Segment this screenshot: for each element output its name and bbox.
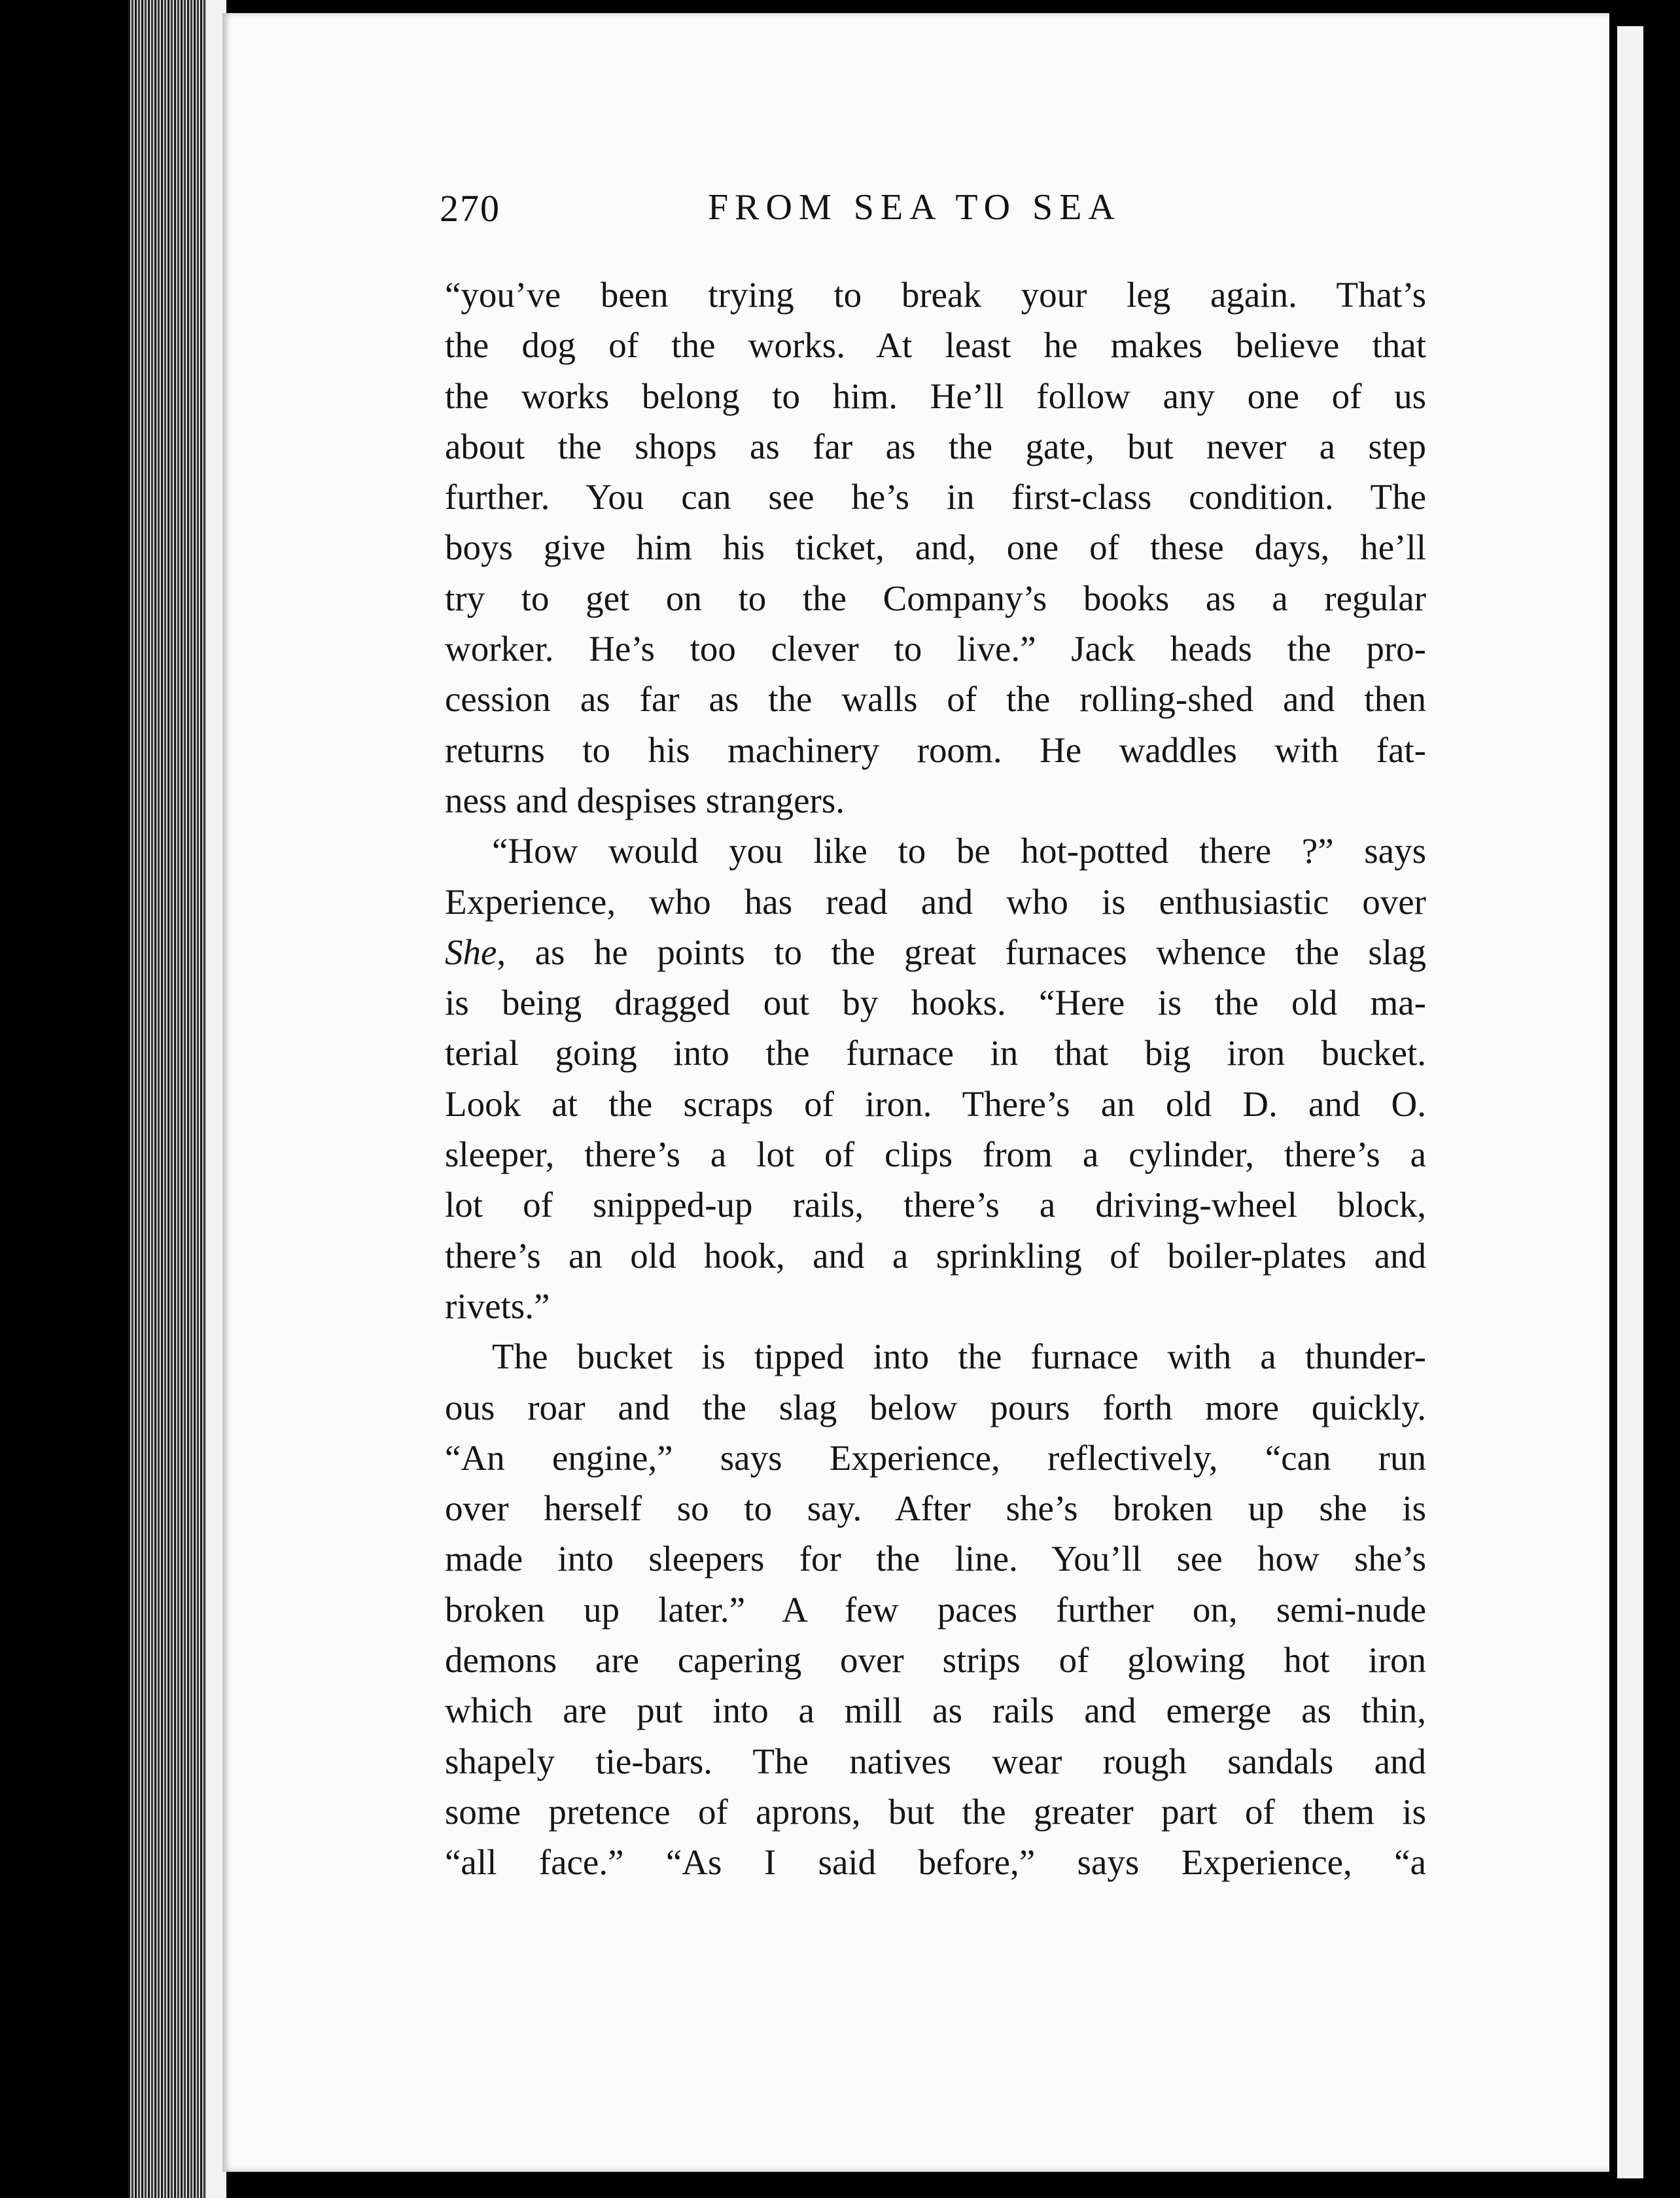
text-line: over herself so to say. After she’s broken up she is bbox=[445, 1488, 1426, 1529]
text-line: Experience, who has read and who is enthusiastic over bbox=[445, 881, 1426, 922]
text-line: broken up later.” A few paces further on, semi-nude bbox=[445, 1589, 1426, 1630]
text-line: demons are capering over strips of glowing hot iron bbox=[445, 1640, 1426, 1681]
text-line-rest: , as he points to the great furnaces whence the slag bbox=[497, 932, 1426, 972]
text-line: ous roar and the slag below pours forth more quickly. bbox=[445, 1387, 1426, 1427]
text-line: shapely tie-bars. The natives wear rough sandals and bbox=[445, 1741, 1426, 1781]
text-line: Look at the scraps of iron. There’s an old D. and O. bbox=[445, 1083, 1426, 1124]
text-line: worker. He’s too clever to live.” Jack heads the pro- bbox=[445, 629, 1426, 669]
text-line: sleeper, there’s a lot of clips from a cylinder, there’s a bbox=[445, 1134, 1426, 1175]
text-line: which are put into a mill as rails and emerge as thin, bbox=[445, 1690, 1426, 1731]
text-line: lot of snipped-up rails, there’s a driving-wheel block, bbox=[445, 1185, 1426, 1225]
running-head bbox=[440, 186, 1434, 239]
text-line: about the shops as far as the gate, but never a step bbox=[445, 426, 1426, 466]
book-page-edge bbox=[128, 0, 226, 2198]
text-line: boys give him his ticket, and, one of these days, he’ll bbox=[445, 527, 1426, 568]
text-line: “you’ve been trying to break your leg again. That’s bbox=[445, 275, 1426, 315]
running-title: FROM SEA TO SEA bbox=[708, 187, 1121, 228]
text-line: the works belong to him. He’ll follow any one of us bbox=[445, 375, 1426, 416]
text-line: “An engine,” says Experience, reflectively, “can run bbox=[445, 1437, 1426, 1478]
text-line: cession as far as the walls of the rolling-shed and then bbox=[445, 679, 1426, 720]
text-line: “all face.” “As I said before,” says Experience, “a bbox=[445, 1842, 1426, 1883]
text-line: The bucket is tipped into the furnace with a thunder- bbox=[492, 1336, 1426, 1377]
text-line: there’s an old hook, and a sprinkling of boiler-plates and bbox=[445, 1235, 1426, 1276]
text-line: terial going into the furnace in that big iron bucket. bbox=[445, 1033, 1426, 1073]
text-line: made into sleepers for the line. You’ll see how she’s bbox=[445, 1539, 1426, 1579]
italic-title: She bbox=[445, 932, 497, 972]
text-line: some pretence of aprons, but the greater part of them is bbox=[445, 1791, 1426, 1832]
text-line: returns to his machinery room. He waddles with fat- bbox=[445, 729, 1426, 770]
text-line: further. You can see he’s in first-class condition. The bbox=[445, 477, 1426, 517]
text-line: “How would you like to be hot-potted there ?” says bbox=[492, 831, 1426, 871]
text-line: the dog of the works. At least he makes believe that bbox=[445, 325, 1426, 366]
facing-page-edge bbox=[1609, 0, 1680, 2198]
text-line-with-italic bbox=[445, 927, 1426, 977]
text-line: try to get on to the Company’s books as a regular bbox=[445, 578, 1426, 618]
page-number: 270 bbox=[440, 187, 500, 230]
text-line: is being dragged out by hooks. “Here is the old ma- bbox=[445, 983, 1426, 1023]
body-text bbox=[445, 270, 1426, 1888]
text-line: ness and despises strangers. bbox=[445, 780, 845, 820]
text-line: rivets.” bbox=[445, 1285, 550, 1326]
